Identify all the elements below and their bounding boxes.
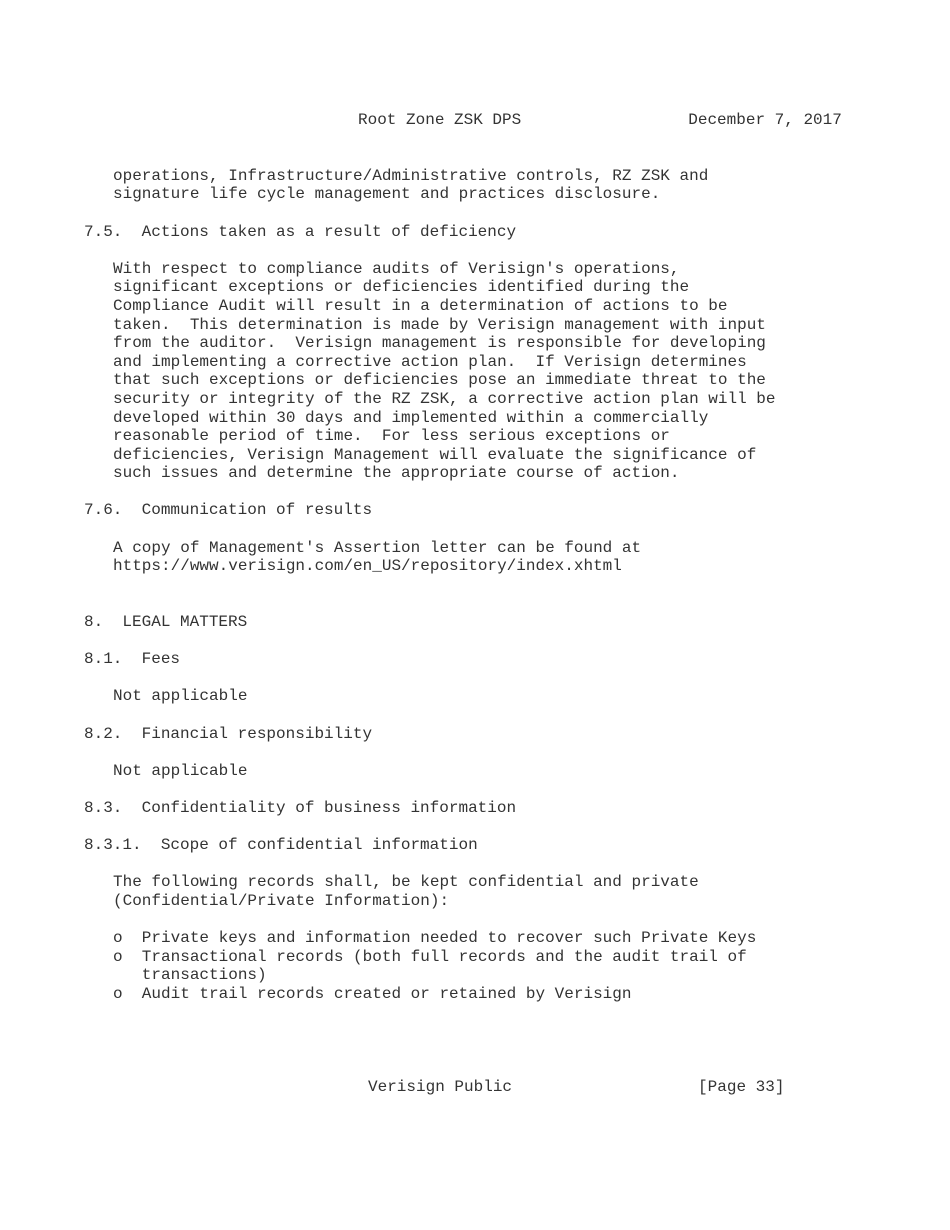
header-date: December 7, 2017 [688, 111, 842, 129]
document-page [84, 111, 944, 1096]
section-7-6-paragraph [84, 539, 944, 576]
text-line: Compliance Audit will result in a determination of actions to be [113, 296, 728, 315]
text-line: security or integrity of the RZ ZSK, a corrective action plan will be [113, 389, 776, 408]
text-line: significant exceptions or deficiencies identified during the [113, 278, 690, 297]
confidential-records-list [84, 929, 944, 1003]
section-heading-7-5: 7.5. Actions taken as a result of deficiency [84, 222, 517, 241]
text-line: With respect to compliance audits of Verisign's operations, [113, 259, 680, 278]
repository-url: https://www.verisign.com/en_US/repository/index.xhtml [113, 557, 622, 576]
header-title: Root Zone ZSK DPS [358, 111, 522, 129]
footer-page-number: [Page 33] [698, 1077, 785, 1096]
section-8-1-text: Not applicable [113, 687, 248, 706]
section-8-3-1-paragraph [84, 873, 944, 910]
text-line: signature life cycle management and practices disclosure. [113, 185, 661, 204]
text-line: The following records shall, be kept confidential and private [113, 873, 699, 892]
text-line: (Confidential/Private Information): [113, 891, 450, 910]
text-line: taken. This determination is made by Verisign management with input [113, 315, 766, 334]
section-heading-8-3: 8.3. Confidentiality of business information [84, 798, 517, 817]
section-heading-7-6: 7.6. Communication of results [84, 501, 373, 520]
text-line: operations, Infrastructure/Administrative controls, RZ ZSK and [113, 166, 709, 185]
text-line: reasonable period of time. For less serious exceptions or [113, 427, 670, 446]
section-8-2-text: Not applicable [113, 761, 248, 780]
text-line: and implementing a corrective action plan. If Verisign determines [113, 352, 747, 371]
running-header [84, 111, 944, 130]
list-item-continuation: transactions) [113, 966, 267, 985]
section-heading-8-1: 8.1. Fees [84, 650, 181, 669]
footer-left: Verisign Public [368, 1077, 513, 1096]
section-heading-8-2: 8.2. Financial responsibility [84, 724, 373, 743]
text-line: developed within 30 days and implemented within a commercially [113, 408, 709, 427]
list-item: o Audit trail records created or retained by Verisign [113, 984, 632, 1003]
running-footer [84, 1078, 944, 1097]
text-line: A copy of Management's Assertion letter can be found at [113, 538, 642, 557]
list-item: o Private keys and information needed to recover such Private Keys [113, 929, 757, 948]
section-heading-8-3-1: 8.3.1. Scope of confidential information [84, 836, 478, 855]
intro-paragraph [84, 167, 944, 204]
list-item: o Transactional records (both full records and the audit trail of [113, 947, 747, 966]
text-line: deficiencies, Verisign Management will evaluate the significance of [113, 445, 757, 464]
section-heading-8: 8. LEGAL MATTERS [84, 613, 248, 632]
text-line: such issues and determine the appropriate course of action. [113, 464, 680, 483]
text-line: from the auditor. Verisign management is responsible for developing [113, 334, 766, 353]
text-line: that such exceptions or deficiencies pose an immediate threat to the [113, 371, 766, 390]
section-7-5-paragraph [84, 260, 944, 483]
